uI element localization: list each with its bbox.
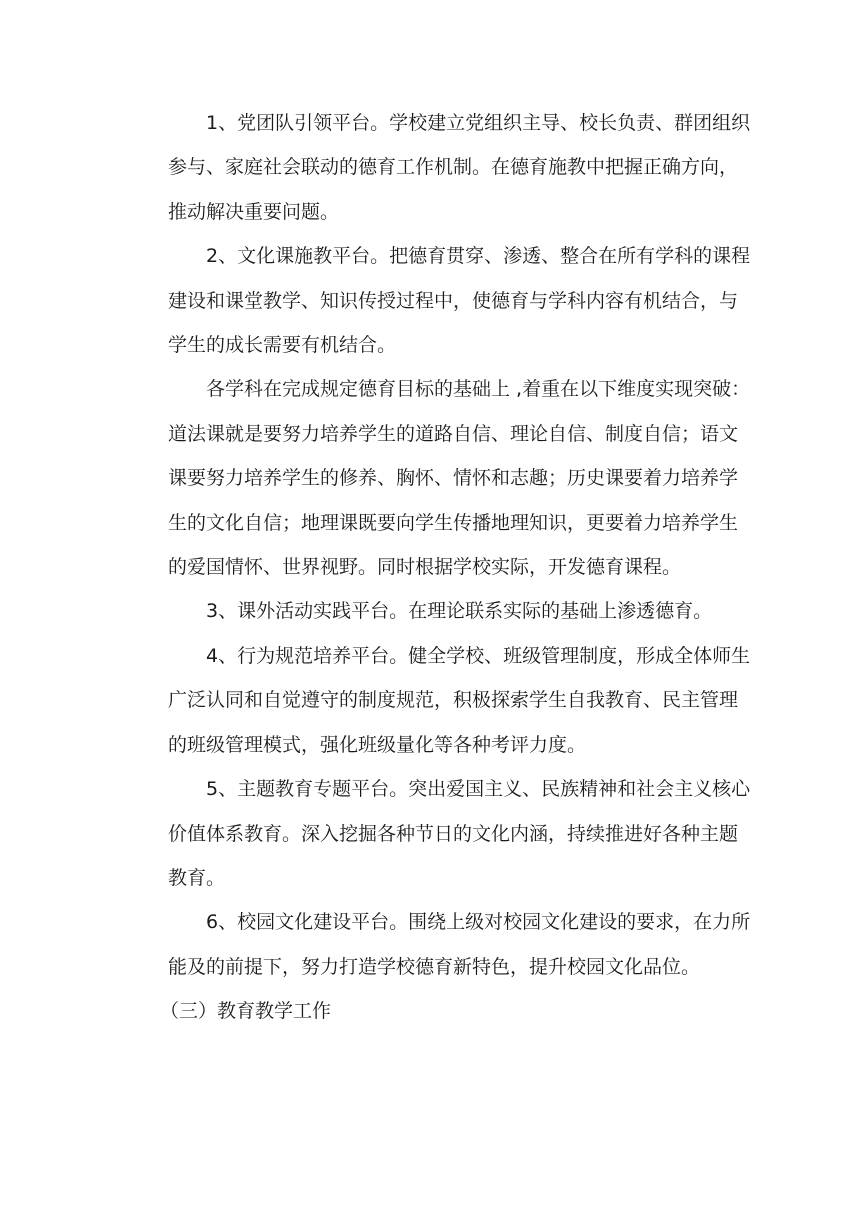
document-body — [130, 101, 751, 1034]
paragraph-behavior-norms-platform — [130, 634, 751, 767]
paragraph-party-platform — [130, 101, 751, 234]
text-line: 生的文化自信；地理课既要向学生传播地理知识，更要着力培养学生 — [168, 511, 739, 534]
text-line: 推动解决重要问题。 — [168, 200, 340, 223]
text-line: 6、校园文化建设平台。围绕上级对校园文化建设的要求，在力所 — [206, 911, 751, 934]
text-line: 道法课就是要努力培养学生的道路自信、理论自信、制度自信；语文 — [168, 422, 739, 445]
text-line: 学生的成长需要有机结合。 — [168, 334, 397, 357]
text-line: 教育。 — [168, 866, 226, 889]
text-line: 建设和课堂教学、知识传授过程中，使德育与学科内容有机结合，与 — [168, 289, 739, 312]
text-line: 价值体系教育。深入挖掘各种节日的文化内涵，持续推进好各种主题 — [168, 822, 739, 845]
paragraph-campus-culture-platform — [130, 900, 751, 989]
text-line: 各学科在完成规定德育目标的基础上 ,着重在以下维度实现突破： — [206, 378, 751, 401]
paragraph-subject-breakthrough — [130, 367, 751, 589]
text-line: 2、文化课施教平台。把德育贯穿、渗透、整合在所有学科的课程 — [206, 245, 751, 268]
paragraph-theme-education-platform — [130, 767, 751, 900]
text-line: 参与、家庭社会联动的德育工作机制。在德育施教中把握正确方向， — [168, 156, 739, 179]
section-heading-text: （三）教育教学工作 — [160, 1000, 332, 1023]
text-line: 3、课外活动实践平台。在理论联系实际的基础上渗透德育。 — [206, 600, 713, 623]
text-line: 能及的前提下，努力打造学校德育新特色，提升校园文化品位。 — [168, 955, 701, 978]
text-line: 的班级管理模式，强化班级量化等各种考评力度。 — [168, 733, 587, 756]
text-line: 广泛认同和自觉遵守的制度规范，积极探索学生自我教育、民主管理 — [168, 689, 739, 712]
text-line: 课要努力培养学生的修养、胸怀、情怀和志趣；历史课要着力培养学 — [168, 467, 739, 490]
text-line: 的爱国情怀、世界视野。同时根据学校实际，开发德育课程。 — [168, 556, 682, 579]
paragraph-culture-course-platform — [130, 234, 751, 367]
text-line: 1、党团队引领平台。学校建立党组织主导、校长负责、群团组织 — [206, 112, 751, 134]
section-heading — [130, 989, 730, 1033]
text-line: 5、主题教育专题平台。突出爱国主义、民族精神和社会主义核心 — [206, 778, 751, 801]
text-line: 4、行为规范培养平台。健全学校、班级管理制度，形成全体师生 — [206, 644, 751, 667]
paragraph-extracurricular-platform — [130, 589, 730, 633]
